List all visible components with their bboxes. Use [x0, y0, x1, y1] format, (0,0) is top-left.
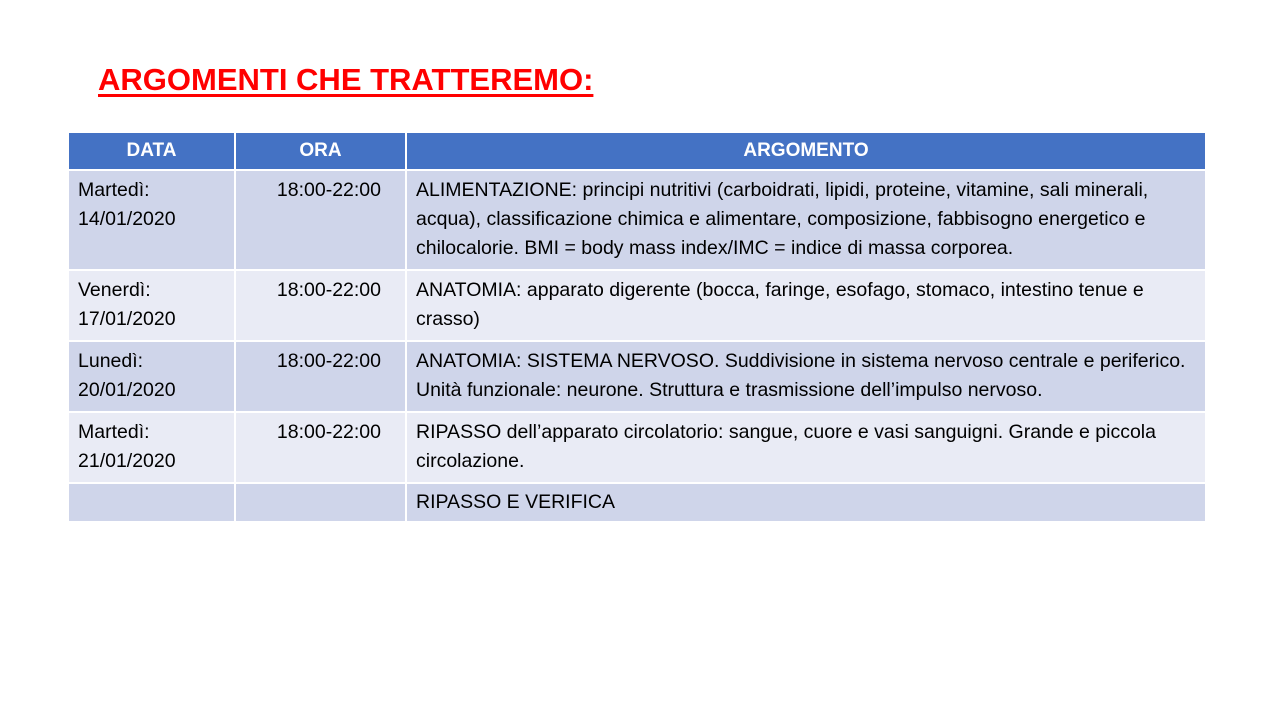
schedule-table — [67, 131, 1207, 523]
cell-time: 18:00-22:00 — [235, 170, 406, 270]
cell-topic: ANATOMIA: apparato digerente (bocca, faringe, esofago, stomaco, intestino tenue e crasso) — [406, 270, 1206, 341]
cell-date — [68, 170, 235, 270]
header-argomento: ARGOMENTO — [406, 132, 1206, 170]
cell-date — [68, 412, 235, 483]
cell-date — [68, 483, 235, 522]
date-label: 17/01/2020 — [78, 308, 176, 330]
table-row — [68, 270, 1206, 341]
cell-topic: RIPASSO dell’apparato circolatorio: sangue, cuore e vasi sanguigni. Grande e piccola circolazione. — [406, 412, 1206, 483]
table-row — [68, 412, 1206, 483]
table-header-row — [68, 132, 1206, 170]
day-label: Martedì: — [78, 179, 150, 201]
day-label: Lunedì: — [78, 350, 144, 372]
day-label: Martedì: — [78, 421, 150, 443]
cell-topic: ALIMENTAZIONE: principi nutritivi (carboidrati, lipidi, proteine, vitamine, sali minerali, acqua), classificazione chimica e alimentare, composizione, fabbisogno energetico e chilocalorie. BMI = body mass index/IMC = indice di massa corporea. — [406, 170, 1206, 270]
header-ora: ORA — [235, 132, 406, 170]
date-label: 14/01/2020 — [78, 208, 176, 230]
cell-time: 18:00-22:00 — [235, 270, 406, 341]
table-row — [68, 341, 1206, 412]
cell-topic: RIPASSO E VERIFICA — [406, 483, 1206, 522]
table-row — [68, 170, 1206, 270]
date-label: 21/01/2020 — [78, 450, 176, 472]
table-row — [68, 483, 1206, 522]
header-data: DATA — [68, 132, 235, 170]
cell-time: 18:00-22:00 — [235, 341, 406, 412]
cell-time: 18:00-22:00 — [235, 412, 406, 483]
day-label: Venerdì: — [78, 279, 151, 301]
cell-topic: ANATOMIA: SISTEMA NERVOSO. Suddivisione in sistema nervoso centrale e periferico. Unità funzionale: neurone. Struttura e trasmissione dell’impulso nervoso. — [406, 341, 1206, 412]
cell-time — [235, 483, 406, 522]
cell-date — [68, 341, 235, 412]
date-label: 20/01/2020 — [78, 379, 176, 401]
cell-date — [68, 270, 235, 341]
slide-title: ARGOMENTI CHE TRATTEREMO: — [98, 62, 594, 97]
